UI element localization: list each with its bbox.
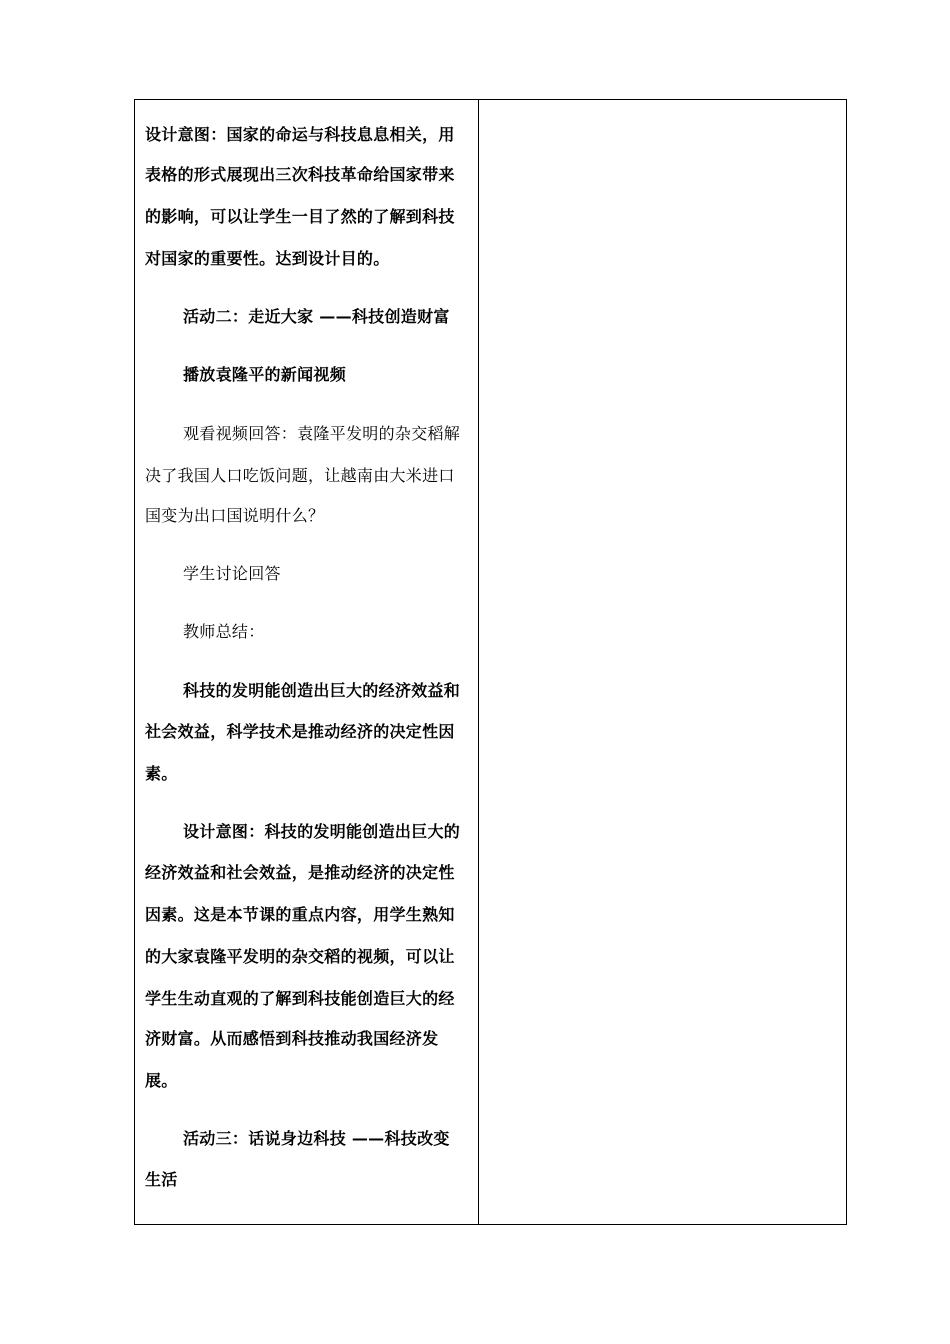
text-line: 济财富。从而感悟到科技推动我国经济发 (145, 1029, 439, 1048)
left-column-cell (135, 100, 479, 1224)
text-line: 表格的形式展现出三次科技革命给国家带来 (145, 165, 455, 184)
text-line: 观看视频回答：袁隆平发明的杂交稻解 (183, 424, 461, 443)
text-line: 国变为出口国说明什么？ (145, 506, 325, 525)
right-column-cell (479, 100, 846, 1224)
text-line: 科技的发明能创造出巨大的经济效益和 (183, 681, 461, 700)
text-line: 的影响，可以让学生一目了然的了解到科技 (145, 207, 455, 226)
text-line: 的大家袁隆平发明的杂交稻的视频，可以让 (145, 947, 455, 966)
text-line: 对国家的重要性。达到设计目的。 (145, 249, 390, 268)
text-line: 播放袁隆平的新闻视频 (183, 365, 347, 384)
text-line: 设计意图：科技的发明能创造出巨大的 (183, 822, 461, 841)
text-line: 展。 (145, 1071, 178, 1090)
activity-three-heading: 活动三：话说身边科技 ——科技改变 (183, 1129, 450, 1148)
text-line: 生活 (145, 1170, 178, 1189)
text-line: 学生生动直观的了解到科技能创造巨大的经 (145, 989, 455, 1008)
text-line: 素。 (145, 764, 178, 783)
lesson-table (134, 99, 847, 1225)
activity-two-heading: 活动二：走近大家 ——科技创造财富 (183, 307, 450, 326)
text-line: 社会效益，科学技术是推动经济的决定性因 (145, 722, 455, 741)
text-line: 经济效益和社会效益，是推动经济的决定性 (145, 863, 455, 882)
text-line: 设计意图：国家的命运与科技息息相关，用 (145, 125, 455, 144)
text-line: 学生讨论回答 (183, 564, 281, 583)
text-line: 决了我国人口吃饭问题，让越南由大米进口 (145, 466, 455, 485)
text-line: 教师总结： (183, 622, 265, 641)
text-line: 因素。这是本节课的重点内容，用学生熟知 (145, 905, 455, 924)
